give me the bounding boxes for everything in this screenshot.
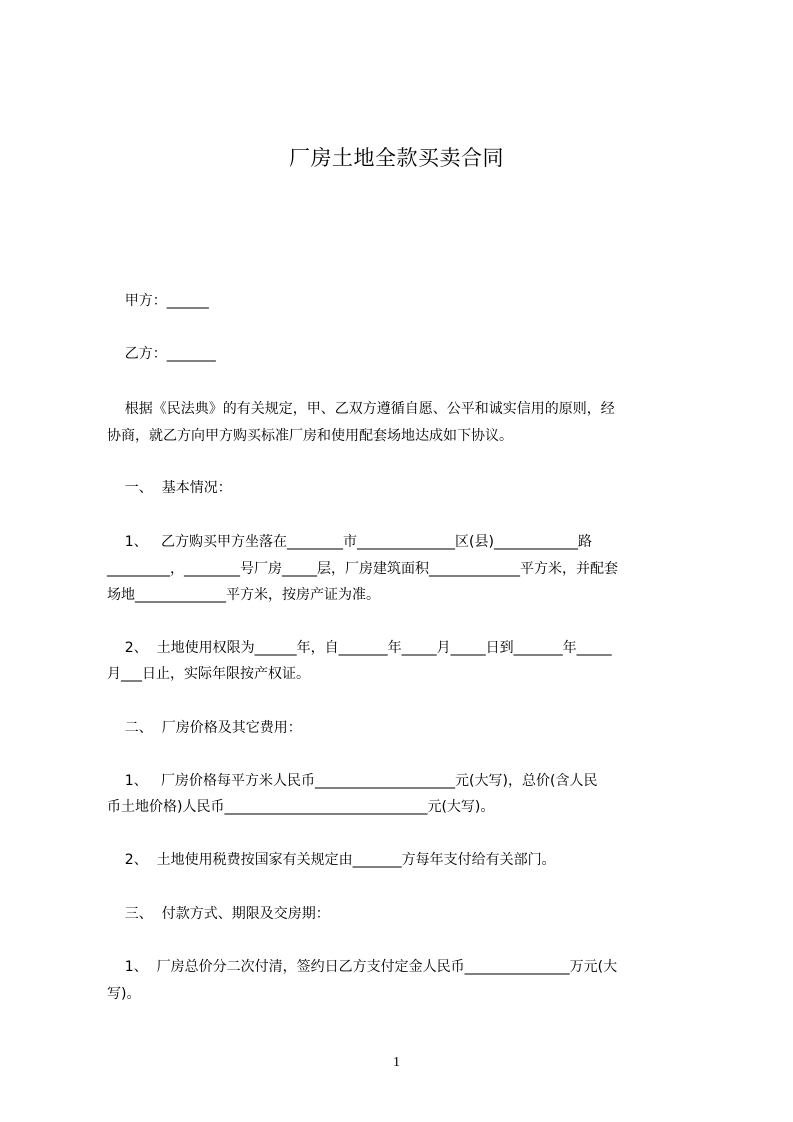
party-a-line: 甲方：______ xyxy=(107,293,209,309)
clause-2-1-line-1: 1、 厂房价格每平方米人民币____________________元(大写)，总价(含人民 xyxy=(107,773,598,789)
preamble-line-1: 根据《民法典》的有关规定，甲、乙双方遵循自愿、公平和诚实信用的原则，经 xyxy=(107,401,615,417)
clause-1-2-line-2: 月___日止，实际年限按产权证。 xyxy=(107,666,310,682)
page-number: 1 xyxy=(393,1055,400,1070)
clause-1-1-line-3: 场地_____________平方米，按房产证为准。 xyxy=(107,587,380,603)
document-title: 厂房土地全款买卖合同 xyxy=(289,146,504,170)
clause-3-1-line-2: 写)。 xyxy=(107,986,141,1002)
clause-3-1-line-1: 1、 厂房总价分二次付清，签约日乙方支付定金人民币_______________万元(大 xyxy=(107,959,618,975)
section-1-heading: 一、 基本情况： xyxy=(107,480,232,496)
party-b-line: 乙方：_______ xyxy=(107,346,216,362)
clause-1-1-line-1: 1、 乙方购买甲方坐落在________市______________区(县)____________路 xyxy=(107,534,592,550)
clause-2-2-line: 2、 土地使用税费按国家有关规定由_______方每年支付给有关部门。 xyxy=(107,852,556,868)
section-2-heading: 二、 厂房价格及其它费用： xyxy=(107,720,302,736)
preamble-line-2: 协商，就乙方向甲方购买标准厂房和使用配套场地达成如下协议。 xyxy=(107,428,513,444)
clause-1-1-line-2: _________，________号厂房_____层，厂房建筑面积_____________平方米，并配套 xyxy=(107,561,618,577)
clause-2-1-line-2: 币土地价格)人民币_____________________________元(大写)。 xyxy=(107,799,495,815)
clause-1-2-line-1: 2、 土地使用权限为______年，自_______年_____月_____日到_______年_____ xyxy=(107,640,612,656)
section-3-heading: 三、 付款方式、期限及交房期： xyxy=(107,906,330,922)
